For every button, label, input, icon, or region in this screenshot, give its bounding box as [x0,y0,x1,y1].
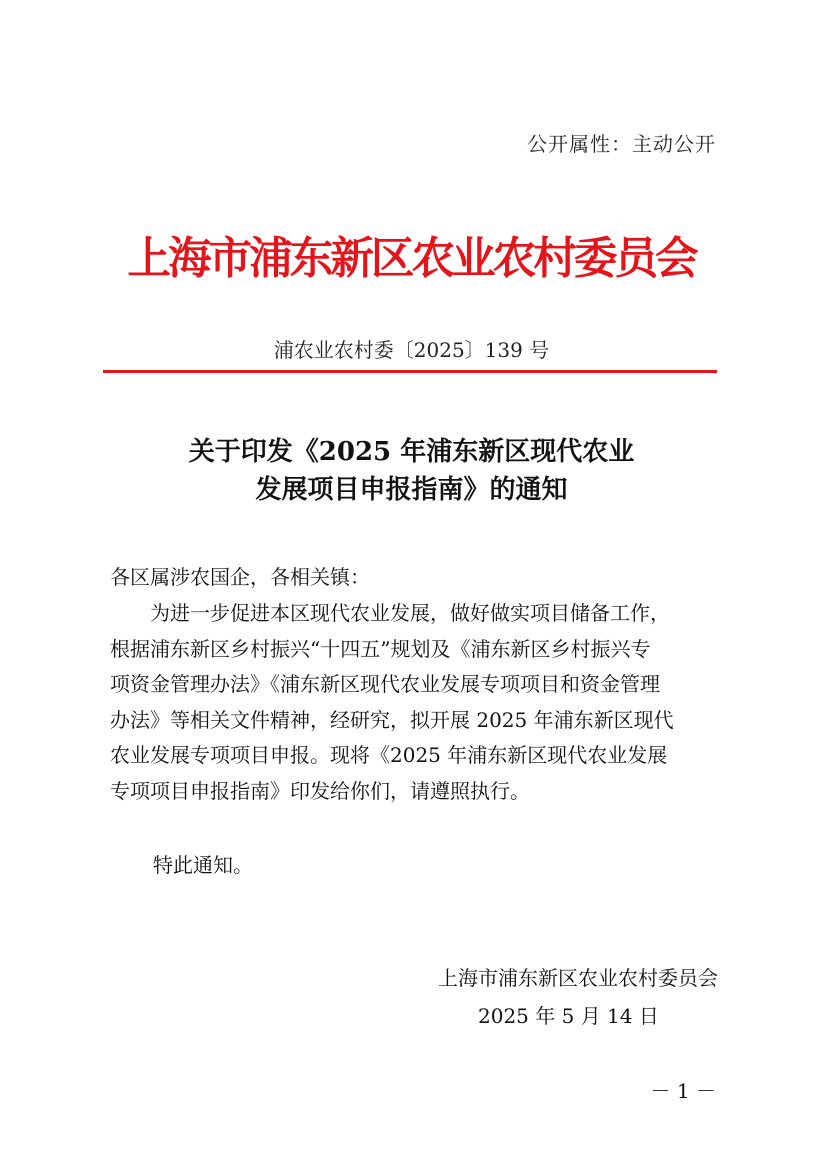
document-title-line-1: 关于印发《2025 年浦东新区现代农业 [188,437,635,467]
disclosure-attribute: 公开属性：主动公开 [527,132,716,156]
body-line: 根据浦东新区乡村振兴“十四五”规划及《浦东新区乡村振兴专 [110,636,651,661]
document-number: 浦农业农村委〔2025〕139 号 [273,338,550,362]
page-number: － 1 － [650,1079,716,1103]
document-title-line-2: 发展项目申报指南》的通知 [255,475,568,505]
body-line: 项资金管理办法》《浦东新区现代农业发展专项项目和资金管理 [110,672,660,696]
issuing-organization-header: 上海市浦东新区农业农村委员会 [127,233,696,284]
body-paragraph [110,596,720,809]
salutation: 各区属涉农国企，各相关镇： [110,565,370,589]
red-divider-line [103,370,717,373]
body-line: 办法》等相关文件精神，经研究，拟开展 2025 年浦东新区现代 [110,707,674,732]
closing-remark: 特此通知。 [153,853,253,877]
body-line: 农业发展专项项目申报。现将《2025 年浦东新区现代农业发展 [110,743,668,767]
body-line: 专项项目申报指南》印发给你们，请遵照执行。 [110,778,530,803]
document-title [103,433,720,509]
signature-date: 2025 年 5 月 14 日 [478,1004,659,1028]
signature-organization: 上海市浦东新区农业农村委员会 [438,966,718,990]
body-line: 为进一步促进本区现代农业发展，做好做实项目储备工作， [110,601,670,625]
